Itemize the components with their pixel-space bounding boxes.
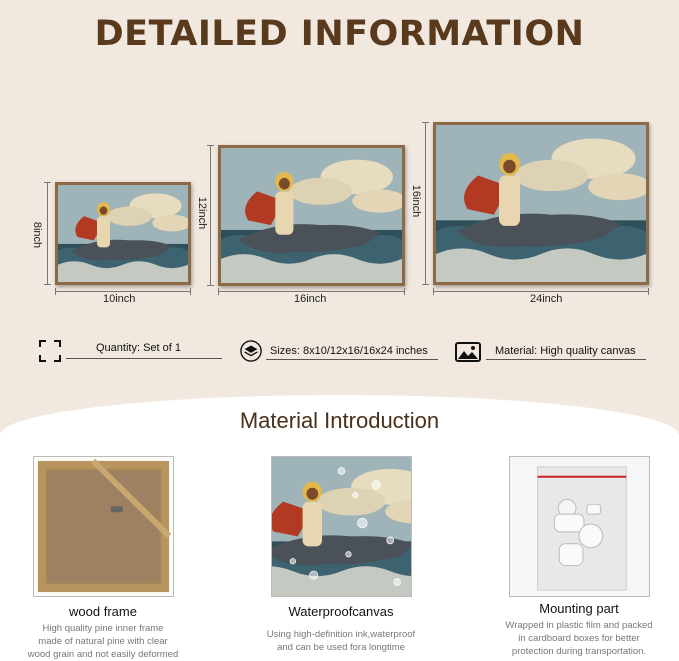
wood-frame-image [33, 456, 174, 597]
width-dimension-line [55, 291, 191, 292]
poster-preview-medium [218, 145, 405, 286]
description-line: and can be used fora longtime [277, 642, 405, 653]
description-line: Using high-definition ink,waterproof [266, 629, 416, 640]
poster-preview-large [433, 122, 649, 285]
description-line: Wrapped in plastic film and packed [505, 620, 653, 631]
height-dimension-line [425, 122, 426, 285]
poster-preview-small [55, 182, 191, 285]
height-label: 16inch [410, 184, 423, 218]
mounting-part-image [509, 456, 650, 597]
page-title: DETAILED INFORMATION [94, 14, 585, 54]
width-dimension-line [218, 291, 405, 292]
material-spec: Material: High quality canvas [495, 345, 636, 357]
card-title: Waterproofcanvas [288, 604, 394, 619]
divider-line [66, 358, 222, 359]
quantity-spec: Quantity: Set of 1 [96, 342, 181, 354]
sizes-spec: Sizes: 8x10/12x16/16x24 inches [270, 345, 428, 357]
description-line: in cardboard boxes for better [518, 633, 640, 644]
height-dimension-line [47, 182, 48, 285]
description-line: protection during transportation. [511, 646, 647, 657]
card-description [251, 628, 431, 654]
card-title: wood frame [69, 604, 137, 619]
width-label: 24inch [530, 293, 563, 305]
height-label: 12inch [196, 196, 209, 230]
card-description [13, 622, 193, 661]
painting-image [58, 185, 188, 282]
waterproof-canvas-image [271, 456, 412, 597]
width-label: 16inch [294, 293, 327, 305]
section-title: Material Introduction [239, 408, 440, 433]
image-icon [455, 342, 481, 362]
expand-arrows-icon [38, 339, 62, 363]
divider-line [266, 359, 438, 360]
description-line: made of natural pine with clear [38, 636, 168, 647]
width-dimension-line [433, 291, 649, 292]
painting-image [221, 148, 402, 283]
height-dimension-line [210, 145, 211, 286]
card-title: Mounting part [539, 601, 619, 616]
layers-icon [240, 340, 262, 362]
width-label: 10inch [103, 293, 136, 305]
painting-image [436, 125, 646, 282]
description-line: wood grain and not easily deformed [27, 649, 179, 660]
divider-line [486, 359, 646, 360]
height-label: 8inch [31, 221, 44, 249]
card-description [489, 619, 669, 658]
description-line: High quality pine inner frame [42, 623, 164, 634]
